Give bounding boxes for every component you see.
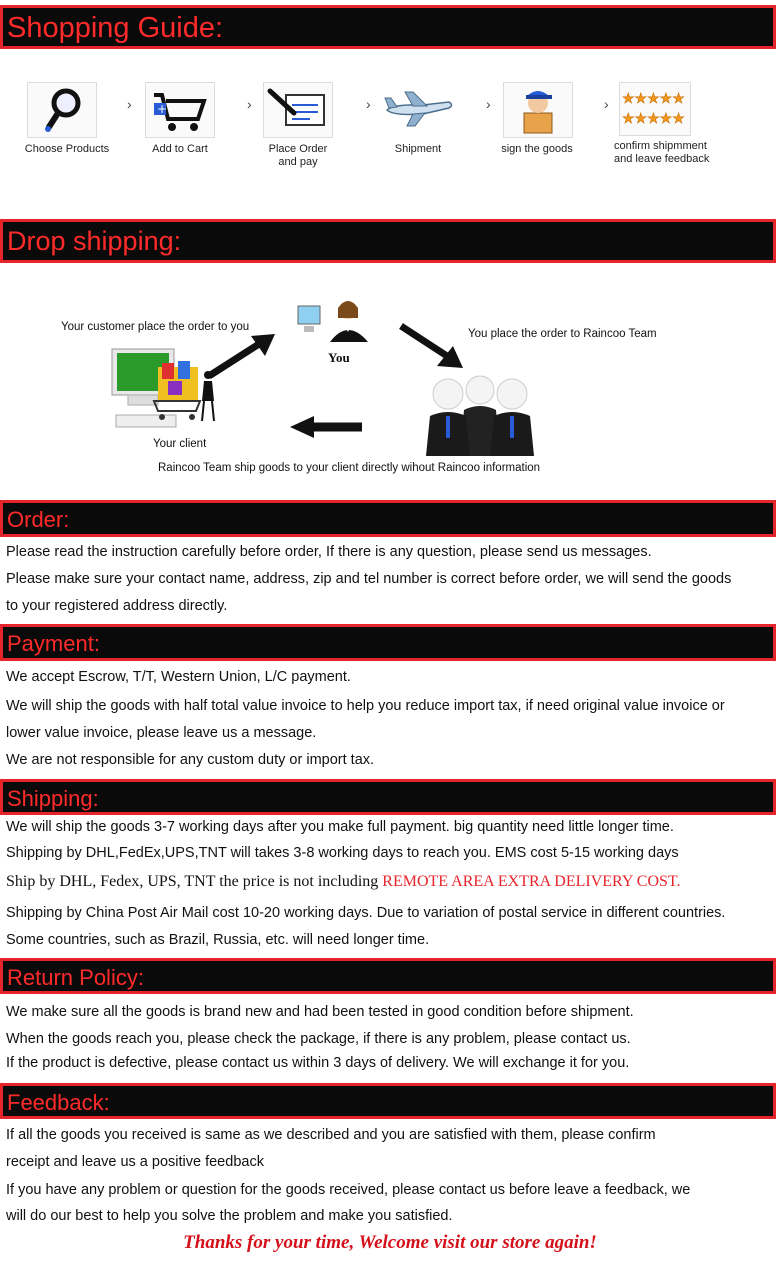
- customer-order-label: Your customer place the order to you: [61, 321, 250, 333]
- step-label-line: Place Order: [268, 143, 328, 155]
- step-label: Shipment: [394, 143, 442, 155]
- sign-goods-step: [503, 82, 573, 138]
- step-label: Choose Products: [24, 143, 110, 155]
- step-label-line: and leave feedback: [614, 153, 710, 165]
- shopping-guide-header: [0, 5, 776, 49]
- section-title: Order:: [7, 507, 70, 532]
- payment-line: We accept Escrow, T/T, Western Union, L/C payment.: [6, 669, 351, 685]
- arrow-team-to-client: [288, 412, 364, 442]
- shipping-header: [0, 779, 776, 815]
- shipping-line: Some countries, such as Brazil, Russia, etc. will need longer time.: [6, 932, 430, 948]
- step-label: [614, 140, 734, 166]
- section-title: Shipping:: [7, 786, 99, 811]
- client-label: Your client: [153, 438, 207, 450]
- step-label-line: and pay: [278, 156, 318, 168]
- step-label: [253, 143, 343, 169]
- shipping-price-text: Ship by DHL, Fedex, UPS, TNT the price is not including: [6, 873, 383, 890]
- shopping-cart-computer-icon: [108, 345, 218, 437]
- order-header: [0, 500, 776, 537]
- shipping-line: [6, 873, 681, 891]
- team-icon: [420, 372, 540, 456]
- step-label: sign the goods: [501, 143, 573, 155]
- shipping-line: Shipping by China Post Air Mail cost 10-20 working days. Due to variation of postal service in different countries.: [6, 905, 726, 921]
- cart-icon: [146, 83, 214, 137]
- place-order-step: [263, 82, 333, 138]
- stars-icon: [620, 83, 690, 135]
- feedback-step: [619, 82, 691, 136]
- remote-area-warning: REMOTE AREA EXTRA DELIVERY COST.: [382, 873, 681, 890]
- order-line: Please make sure your contact name, address, zip and tel number is correct before order, we will send the goods: [6, 571, 732, 587]
- step-label-line: confirm shipmment: [614, 140, 707, 152]
- step-arrow: ›: [127, 96, 132, 112]
- shipping-line: Shipping by DHL,FedEx,UPS,TNT will takes 3-8 working days to reach you. EMS cost 5-15 working days: [6, 845, 679, 861]
- arrow-you-to-team: [397, 322, 469, 372]
- feedback-line: will do our best to help you solve the problem and make you satisfied.: [6, 1208, 453, 1224]
- feedback-line: If all the goods you received is same as we described and you are satisfied with them, please confirm: [6, 1127, 656, 1143]
- return-policy-header: [0, 958, 776, 994]
- raincoo-team-figure: [420, 372, 540, 456]
- raincoo-order-label: You place the order to Raincoo Team: [468, 328, 657, 340]
- svg-text:★★★★★: ★★★★★: [622, 91, 685, 107]
- step-label: Add to Cart: [152, 143, 208, 155]
- payment-header: [0, 624, 776, 661]
- shipping-line: We will ship the goods 3-7 working days after you make full payment. big quantity need little longer time.: [6, 819, 674, 835]
- shipment-step: [383, 88, 455, 132]
- payment-line: lower value invoice, please leave us a message.: [6, 725, 317, 741]
- section-title: Shopping Guide:: [7, 12, 224, 44]
- return-line: When the goods reach you, please check the package, if there is any problem, please contact us.: [6, 1031, 631, 1047]
- return-line: We make sure all the goods is brand new and had been tested in good condition before shipment.: [6, 1004, 634, 1020]
- svg-text:★★★★★: ★★★★★: [622, 111, 685, 127]
- section-title: Feedback:: [7, 1090, 110, 1115]
- section-title: Return Policy:: [7, 965, 144, 990]
- payment-line: We will ship the goods with half total value invoice to help you reduce import tax, if need original value invoice or: [6, 698, 725, 714]
- step-arrow: ›: [486, 96, 491, 112]
- ship-direct-label: Raincoo Team ship goods to your client directly wihout Raincoo information: [158, 462, 541, 474]
- order-line: Please read the instruction carefully before order, If there is any question, please send us messages.: [6, 544, 652, 560]
- you-figure: [296, 296, 376, 344]
- order-form-icon: [264, 83, 332, 137]
- order-line: to your registered address directly.: [6, 598, 228, 614]
- section-title: Drop shipping:: [7, 226, 182, 256]
- feedback-line: If you have any problem or question for the goods received, please contact us before leave a feedback, we: [6, 1182, 691, 1198]
- step-arrow: ›: [604, 96, 609, 112]
- client-illustration: [108, 345, 218, 437]
- step-arrow: ›: [366, 96, 371, 112]
- feedback-line: receipt and leave us a positive feedback: [6, 1154, 264, 1170]
- section-title: Payment:: [7, 631, 100, 656]
- feedback-header: [0, 1083, 776, 1119]
- add-to-cart-step: [145, 82, 215, 138]
- person-computer-icon: [296, 296, 376, 344]
- drop-shipping-header: [0, 219, 776, 263]
- svg-text:+: +: [157, 102, 168, 116]
- magnifier-icon: [28, 83, 96, 137]
- return-line: If the product is defective, please contact us within 3 days of delivery. We will exchange it for you.: [6, 1055, 630, 1071]
- step-arrow: ›: [247, 96, 252, 112]
- you-label: You: [328, 350, 350, 365]
- choose-products-step: [27, 82, 97, 138]
- airplane-icon: [383, 88, 455, 132]
- payment-line: We are not responsible for any custom duty or import tax.: [6, 752, 375, 768]
- thanks-message: Thanks for your time, Welcome visit our store again!: [183, 1232, 597, 1253]
- courier-icon: [504, 83, 572, 137]
